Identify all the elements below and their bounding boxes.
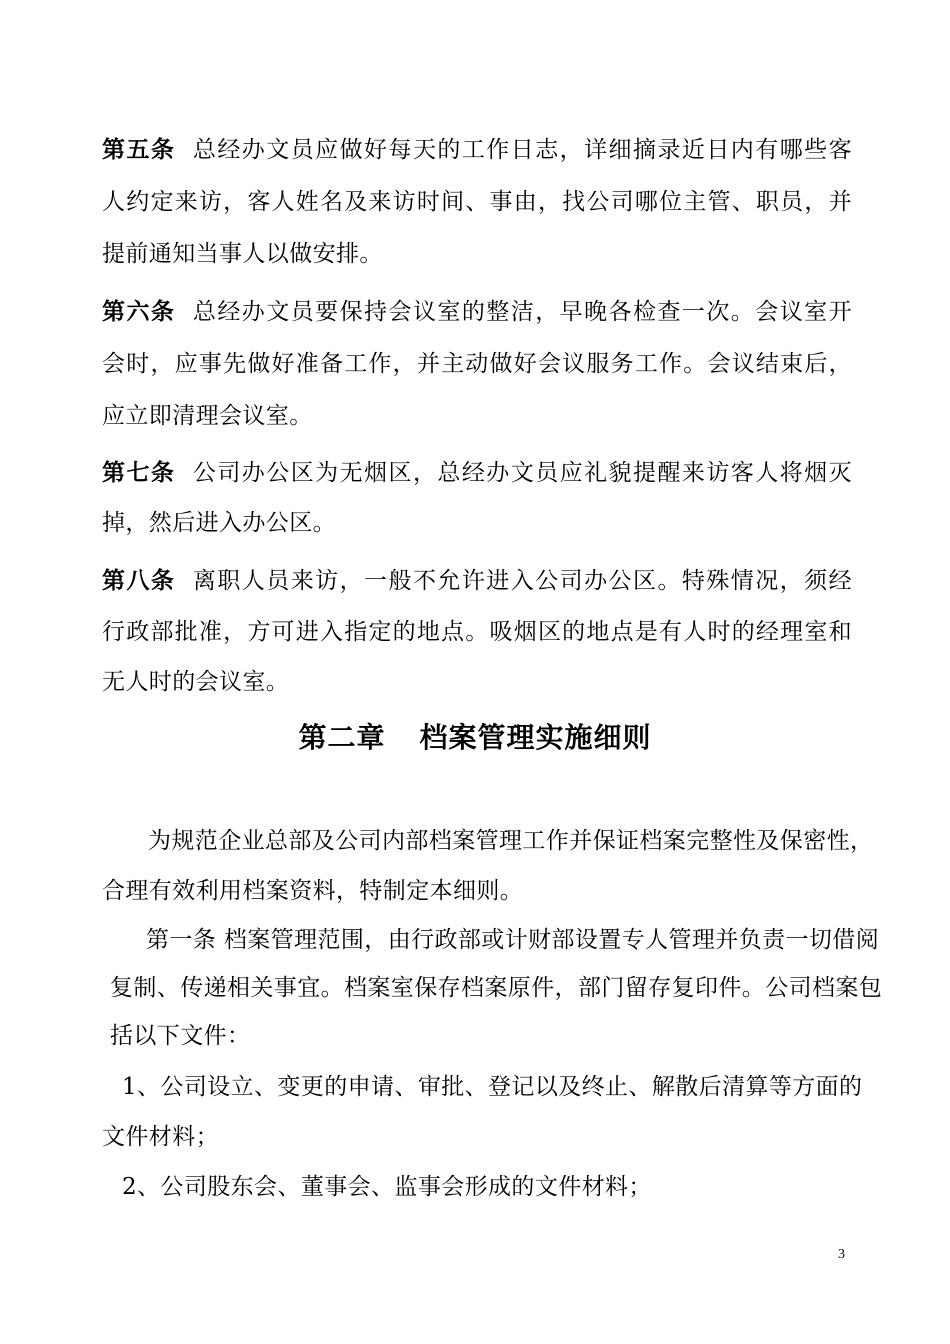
chapter-number: 第二章 <box>298 721 386 754</box>
item-1-line-1: 1、公司设立、变更的申请、审批、登记以及终止、解散后清算等方面的 <box>122 1074 863 1100</box>
article-6-line-2: 会时，应事先做好准备工作，并主动做好会议服务工作。会议结束后， <box>102 351 852 377</box>
item-1-line-2: 文件材料； <box>102 1124 219 1150</box>
article-8-label: 第八条 <box>102 567 176 594</box>
article-6-line-1 <box>102 297 852 327</box>
article-5-label: 第五条 <box>102 136 176 163</box>
article-7-label: 第七条 <box>102 459 176 486</box>
clause-1-line-3: 括以下文件： <box>110 1023 251 1049</box>
article-8-line-3: 无人时的会议室。 <box>102 669 290 695</box>
article-7-line-1 <box>102 458 852 488</box>
article-5-text-1: 总经办文员应做好每天的工作日志，详细摘录近日内有哪些客 <box>192 137 852 163</box>
clause-1-line-1: 第一条 档案管理范围，由行政部或计财部设置专人管理并负责一切借阅 <box>146 927 880 953</box>
article-6-text-1: 总经办文员要保持会议室的整洁，早晚各检查一次。会议室开 <box>192 299 852 325</box>
article-5-line-1 <box>102 135 852 165</box>
clause-1-line-2: 复制、传递相关事宜。档案室保存档案原件，部门留存复印件。公司档案包 <box>110 975 883 1001</box>
article-7-line-2: 掉，然后进入办公区。 <box>102 510 336 536</box>
chapter-title: 档案管理实施细则 <box>419 721 652 754</box>
article-6-label: 第六条 <box>102 298 176 325</box>
article-8-line-2: 行政部批准，方可进入指定的地点。吸烟区的地点是有人时的经理室和 <box>102 619 852 645</box>
article-7-text-1: 公司办公区为无烟区，总经办文员应礼貌提醒来访客人将烟灭 <box>192 460 852 486</box>
article-5-line-3: 提前通知当事人以做安排。 <box>102 241 383 267</box>
item-2: 2、公司股东会、董事会、监事会形成的文件材料； <box>122 1174 652 1200</box>
article-8-text-1: 离职人员来访，一般不允许进入公司办公区。特殊情况，须经 <box>192 568 852 594</box>
article-6-line-3: 应立即清理会议室。 <box>102 403 313 429</box>
intro-line-2: 合理有效利用档案资料，特制定本细则。 <box>102 878 524 904</box>
page-number: 3 <box>838 1247 845 1262</box>
article-5-line-2: 人约定来访，客人姓名及来访时间、事由，找公司哪位主管、职员，并 <box>102 189 852 215</box>
chapter-heading <box>0 720 950 756</box>
intro-line-1: 为规范企业总部及公司内部档案管理工作并保证档案完整性及保密性， <box>148 828 874 854</box>
article-8-line-1 <box>102 566 852 596</box>
